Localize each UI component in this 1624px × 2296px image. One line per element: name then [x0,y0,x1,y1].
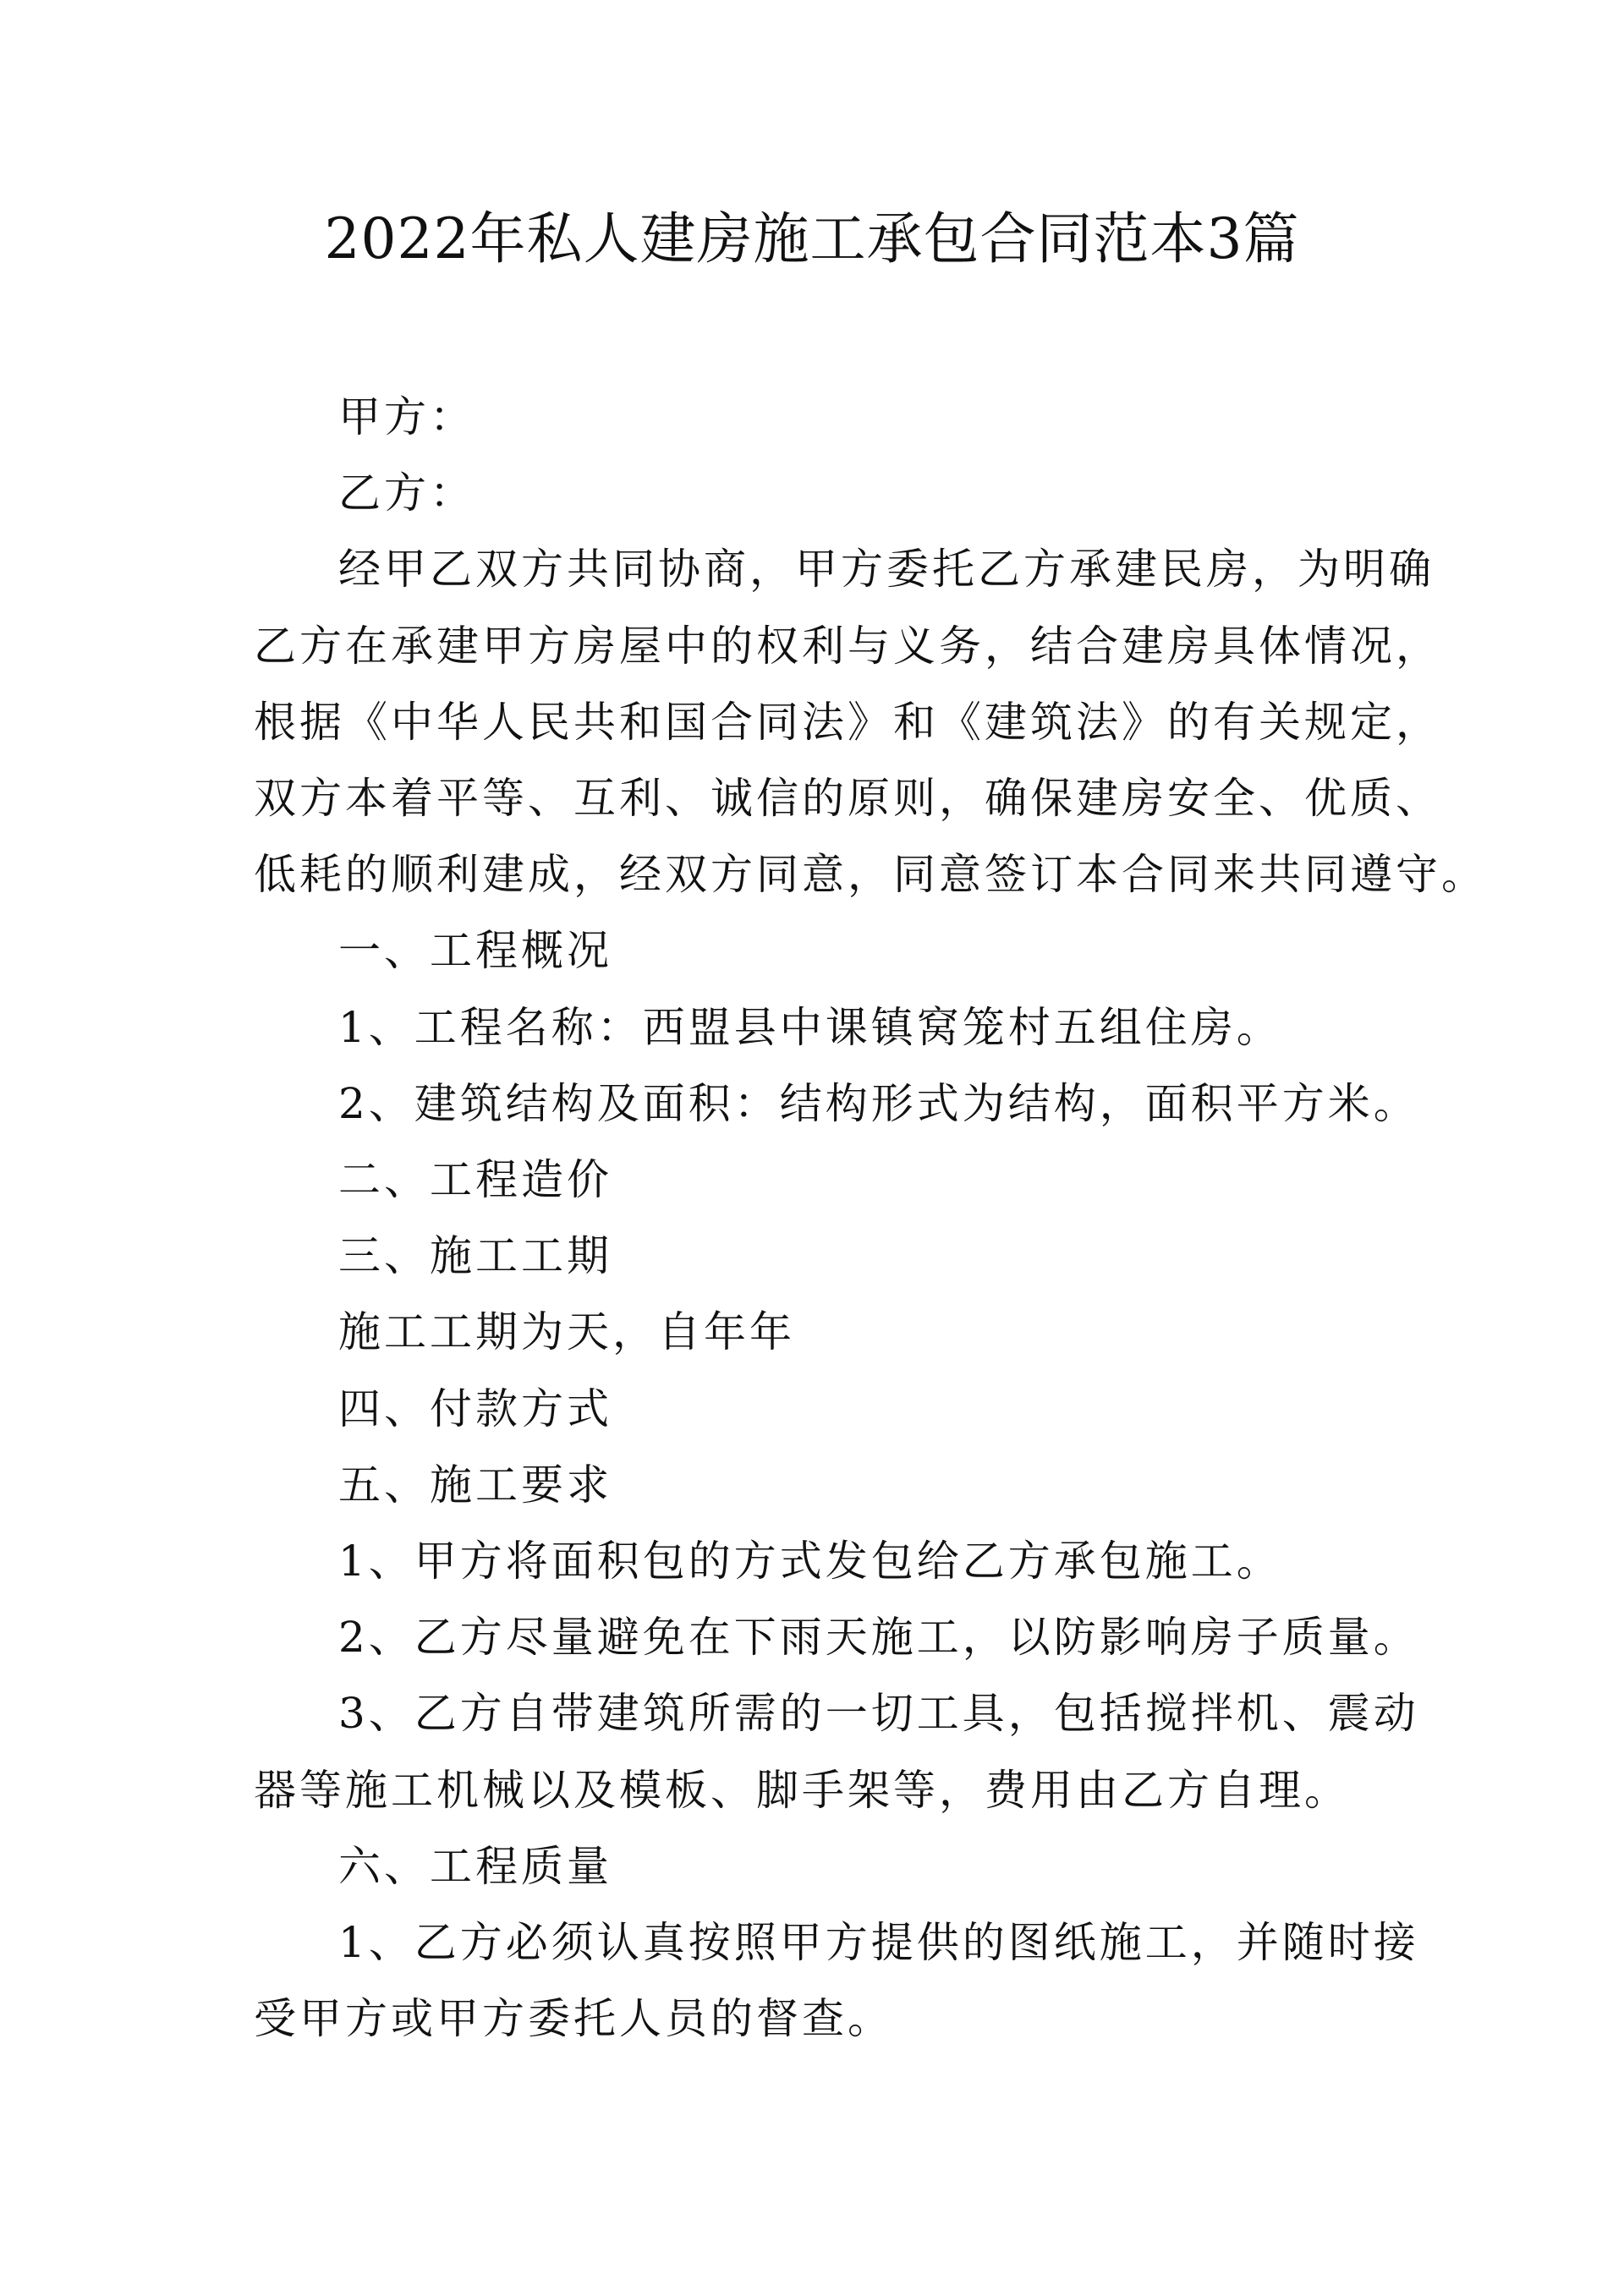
text-line: 甲方： [338,392,475,441]
text-line: 2、建筑结构及面积：结构形式为结构，面积平方米。 [338,1079,1419,1128]
text-line: 五、施工要求 [338,1460,612,1510]
text-line: 乙方在承建甲方房屋中的权利与义务，结合建房具体情况， [254,622,1441,671]
text-line: 2、乙方尽量避免在下雨天施工，以防影响房子质量。 [338,1613,1419,1662]
text-line: 二、工程造价 [338,1155,612,1204]
text-line: 1、乙方必须认真按照甲方提供的图纸施工，并随时接 [338,1918,1419,1967]
text-line: 三、施工工期 [338,1231,612,1280]
text-line: 根据《中华人民共和国合同法》和《建筑法》的有关规定， [254,698,1441,747]
text-line: 乙方： [338,469,475,518]
text-line: 低耗的顺利建成，经双方同意，同意签订本合同来共同遵守。 [254,850,1487,899]
text-line: 经甲乙双方共同协商，甲方委托乙方承建民房，为明确 [338,545,1435,594]
document-title: 2022年私人建房施工承包合同范本3篇 [324,206,1300,271]
text-line: 一、工程概况 [338,926,612,975]
text-line: 受甲方或甲方委托人员的督查。 [254,1994,893,2043]
text-line: 1、工程名称：西盟县中课镇窝笼村五组住房。 [338,1003,1282,1052]
text-line: 1、甲方将面积包的方式发包给乙方承包施工。 [338,1537,1282,1586]
text-line: 器等施工机械以及模板、脚手架等，费用由乙方自理。 [254,1766,1350,1815]
text-line: 六、工程质量 [338,1842,612,1891]
text-line: 施工工期为天，自年年 [338,1307,795,1356]
text-line: 四、付款方式 [338,1384,612,1433]
text-line: 3、乙方自带建筑所需的一切工具，包括搅拌机、震动 [338,1689,1419,1738]
text-line: 双方本着平等、互利、诚信的原则，确保建房安全、优质、 [254,774,1441,823]
